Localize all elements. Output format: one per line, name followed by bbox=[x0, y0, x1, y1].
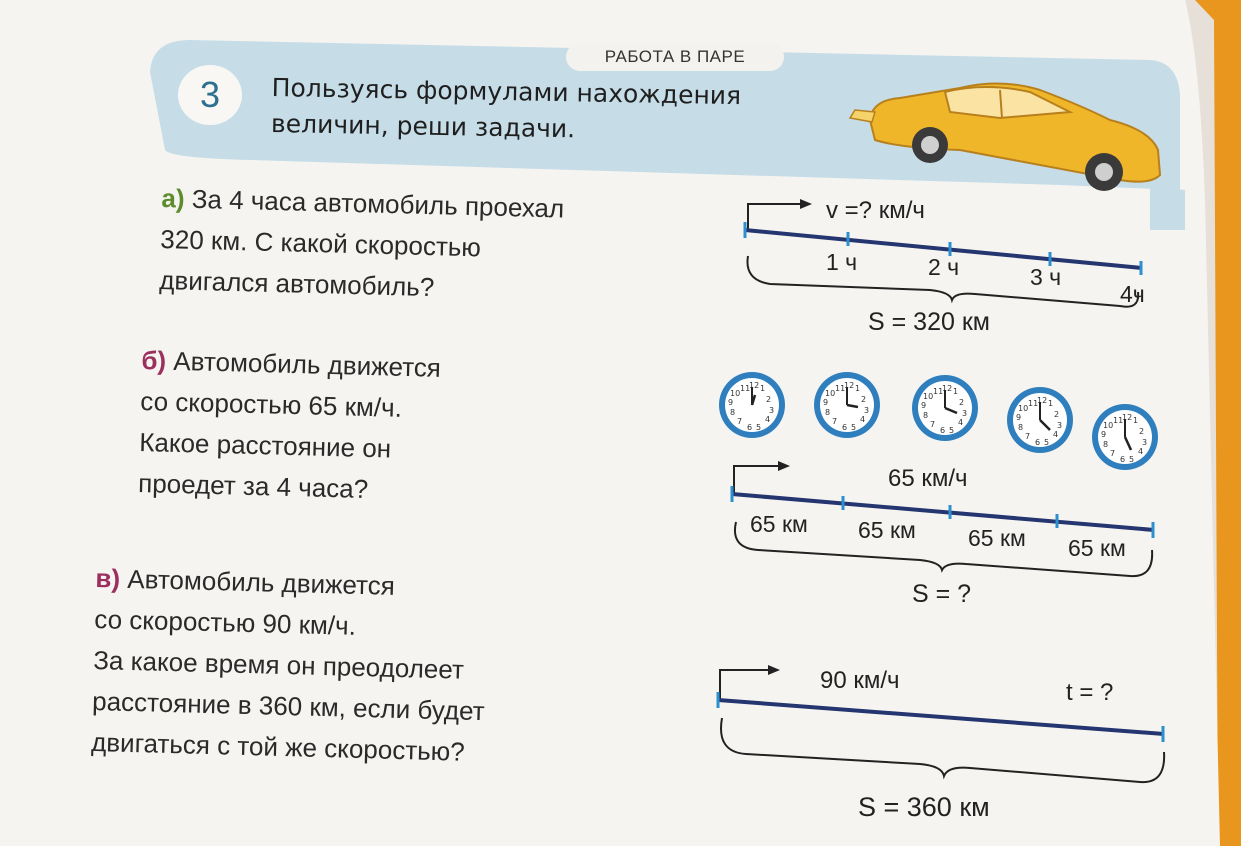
clock-3-icon bbox=[912, 375, 978, 441]
problem-b-label: б) bbox=[141, 344, 167, 376]
svg-text:8: 8 bbox=[1103, 440, 1109, 449]
svg-text:7: 7 bbox=[737, 417, 743, 426]
svg-text:10: 10 bbox=[1018, 404, 1029, 413]
problem-b-line: проедет за 4 часа? bbox=[137, 467, 369, 504]
svg-text:12: 12 bbox=[749, 381, 760, 390]
svg-text:5: 5 bbox=[756, 423, 762, 432]
diagram-a-tick: 1 ч bbox=[826, 249, 858, 275]
svg-text:3: 3 bbox=[864, 406, 870, 415]
problem-c-line: За какое время он преодолеет bbox=[92, 644, 465, 685]
svg-text:8: 8 bbox=[730, 408, 736, 417]
svg-text:1: 1 bbox=[1048, 399, 1054, 408]
clock-4-icon bbox=[1007, 387, 1073, 453]
svg-text:1: 1 bbox=[760, 384, 766, 393]
problem-c-line: Автомобиль движется bbox=[126, 563, 396, 601]
svg-text:8: 8 bbox=[923, 411, 929, 420]
pair-work-tag: РАБОТА В ПАРЕ bbox=[566, 43, 784, 71]
svg-text:1: 1 bbox=[953, 387, 959, 396]
task-number: 3 bbox=[178, 65, 242, 125]
svg-text:11: 11 bbox=[835, 384, 846, 393]
svg-text:2: 2 bbox=[861, 395, 867, 404]
problem-a-line: За 4 часа автомобиль проехал bbox=[191, 183, 565, 224]
diagram-b-segment: 65 км bbox=[858, 517, 916, 543]
svg-text:5: 5 bbox=[1044, 438, 1050, 447]
arrow-icon bbox=[800, 199, 812, 209]
problem-b-line: Автомобиль движется bbox=[173, 345, 442, 383]
svg-text:11: 11 bbox=[740, 384, 751, 393]
svg-text:8: 8 bbox=[1018, 423, 1024, 432]
svg-text:1: 1 bbox=[855, 384, 861, 393]
diagram-a-tick: 2 ч bbox=[928, 254, 960, 280]
diagram-c bbox=[718, 665, 1164, 822]
svg-text:2: 2 bbox=[766, 395, 772, 404]
svg-text:3: 3 bbox=[962, 409, 968, 418]
svg-text:2: 2 bbox=[1054, 410, 1060, 419]
svg-text:6: 6 bbox=[1120, 455, 1126, 464]
diagram-b-segment: 65 км bbox=[750, 511, 808, 537]
svg-text:7: 7 bbox=[832, 417, 838, 426]
diagram-a-tick: 4ч bbox=[1120, 281, 1145, 307]
clock-1-icon bbox=[719, 372, 785, 438]
problem-c-label: в) bbox=[95, 562, 121, 594]
svg-text:4: 4 bbox=[1138, 447, 1144, 456]
diagram-b-segment: 65 км bbox=[968, 525, 1026, 551]
svg-text:3: 3 bbox=[1057, 421, 1063, 430]
svg-text:12: 12 bbox=[1037, 396, 1048, 405]
svg-text:6: 6 bbox=[1035, 438, 1041, 447]
svg-text:10: 10 bbox=[825, 389, 836, 398]
clock-5-icon bbox=[1092, 404, 1158, 470]
problem-c-line: со скоростью 90 км/ч. bbox=[94, 603, 357, 641]
svg-text:11: 11 bbox=[933, 387, 944, 396]
svg-text:7: 7 bbox=[930, 420, 936, 429]
diagram-b-segment: 65 км bbox=[1068, 535, 1126, 561]
svg-text:12: 12 bbox=[942, 384, 953, 393]
svg-text:6: 6 bbox=[747, 423, 753, 432]
svg-text:11: 11 bbox=[1113, 416, 1124, 425]
svg-text:10: 10 bbox=[923, 392, 934, 401]
svg-text:3: 3 bbox=[769, 406, 775, 415]
diagram-a-tick: 3 ч bbox=[1030, 264, 1062, 290]
title-line: Пользуясь формулами нахождения bbox=[271, 72, 742, 111]
problem-c-line: расстояние в 360 км, если будет bbox=[91, 685, 486, 727]
svg-text:6: 6 bbox=[842, 423, 848, 432]
problem-b-line: со скоростью 65 км/ч. bbox=[140, 385, 403, 423]
svg-text:4: 4 bbox=[958, 418, 964, 427]
problem-a-line: двигался автомобиль? bbox=[158, 264, 435, 303]
svg-text:9: 9 bbox=[1101, 430, 1107, 439]
problem-a-line: 320 км. С какой скоростью bbox=[160, 223, 482, 263]
svg-text:6: 6 bbox=[940, 426, 946, 435]
svg-text:5: 5 bbox=[949, 426, 955, 435]
svg-text:10: 10 bbox=[1103, 421, 1114, 430]
svg-text:12: 12 bbox=[844, 381, 855, 390]
diagram-c-distance: S = 360 км bbox=[858, 792, 990, 822]
diagram-a-distance: S = 320 км bbox=[868, 308, 990, 336]
svg-text:7: 7 bbox=[1025, 432, 1031, 441]
svg-text:1: 1 bbox=[1133, 416, 1139, 425]
svg-text:2: 2 bbox=[959, 398, 965, 407]
svg-text:8: 8 bbox=[825, 408, 831, 417]
svg-text:9: 9 bbox=[728, 398, 734, 407]
problem-a-label: а) bbox=[161, 182, 185, 214]
arrow-icon bbox=[778, 461, 790, 471]
problem-b-line: Какое расстояние он bbox=[138, 426, 392, 464]
diagram-b-speed: 65 км/ч bbox=[888, 465, 968, 492]
svg-text:11: 11 bbox=[1028, 399, 1039, 408]
diagram-c-time: t = ? bbox=[1066, 679, 1114, 706]
svg-text:3: 3 bbox=[1142, 438, 1148, 447]
diagram-b-distance: S = ? bbox=[912, 580, 972, 608]
clock-2-icon bbox=[814, 372, 880, 438]
diagram-b bbox=[732, 461, 1154, 608]
arrow-icon bbox=[768, 665, 780, 675]
svg-text:5: 5 bbox=[851, 423, 857, 432]
svg-text:4: 4 bbox=[860, 415, 866, 424]
diagram-a bbox=[745, 197, 1145, 336]
svg-text:10: 10 bbox=[730, 389, 741, 398]
problem-c-line: двигаться с той же скоростью? bbox=[90, 726, 466, 767]
diagram-c-speed: 90 км/ч bbox=[820, 667, 900, 694]
diagram-a-speed: v =? км/ч bbox=[826, 197, 925, 224]
svg-text:5: 5 bbox=[1129, 455, 1135, 464]
svg-text:9: 9 bbox=[921, 401, 927, 410]
title-line: величин, реши задачи. bbox=[270, 108, 576, 144]
svg-text:9: 9 bbox=[823, 398, 829, 407]
svg-text:9: 9 bbox=[1016, 413, 1022, 422]
svg-text:4: 4 bbox=[1053, 430, 1059, 439]
svg-text:7: 7 bbox=[1110, 449, 1116, 458]
svg-text:2: 2 bbox=[1139, 427, 1145, 436]
svg-text:12: 12 bbox=[1122, 413, 1133, 422]
svg-text:4: 4 bbox=[765, 415, 771, 424]
